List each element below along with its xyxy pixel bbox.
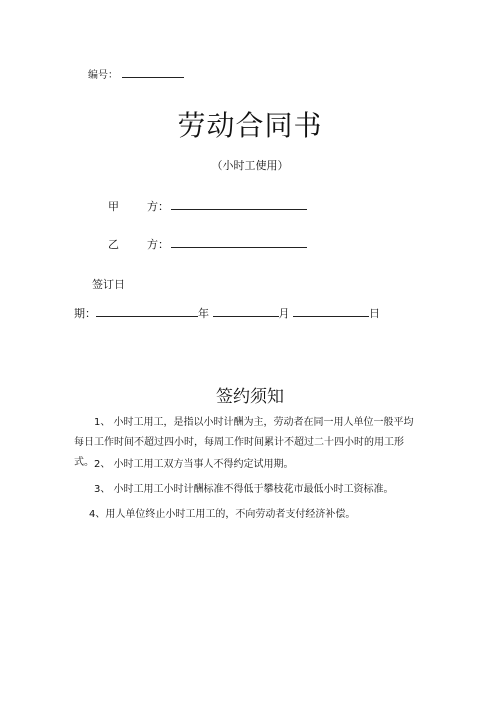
signing-date-prefix: 期： [74,307,96,320]
signing-date-row [74,305,380,321]
notice-item: 2、 小时工用工双方当事人不得约定试用期。 [94,459,294,470]
party-b-field [108,236,307,252]
signing-date-label: 签订日 [92,278,125,291]
notice-item: 3、 小时工用工小时计酬标准不得低于攀枝花市最低小时工资标准。 [94,484,394,495]
party-a-label-suffix: 方： [147,200,169,213]
document-subtitle: （小时工使用） [211,159,289,172]
party-b-label-suffix: 方： [147,238,169,251]
notice-item: 4、用人单位终止小时工用工的，不向劳动者支付经济补偿。 [89,509,356,520]
notice-item: 1、 小时工用工，是指以小时计酬为主，劳动者在同一用人单位一般平均每日工作时间不超过四小时，每周工作时间累计不超过二十四小时的用工形式。 [74,417,414,468]
day-blank[interactable] [293,315,369,317]
day-unit: 日 [369,307,380,320]
party-a-blank[interactable] [171,208,307,210]
serial-number-label: 编号： [88,70,118,81]
party-a-label-char: 甲 [108,200,119,213]
notice-title: 签约须知 [216,387,284,407]
serial-number-field [88,66,184,81]
party-b-label-char: 乙 [108,238,119,251]
year-unit: 年 [198,307,209,320]
year-blank[interactable] [96,315,198,317]
party-a-field [108,198,307,214]
month-blank[interactable] [213,315,279,317]
serial-number-blank[interactable] [122,76,184,78]
month-unit: 月 [278,307,290,320]
document-title: 劳动合同书 [177,109,323,142]
party-b-blank[interactable] [171,246,307,248]
